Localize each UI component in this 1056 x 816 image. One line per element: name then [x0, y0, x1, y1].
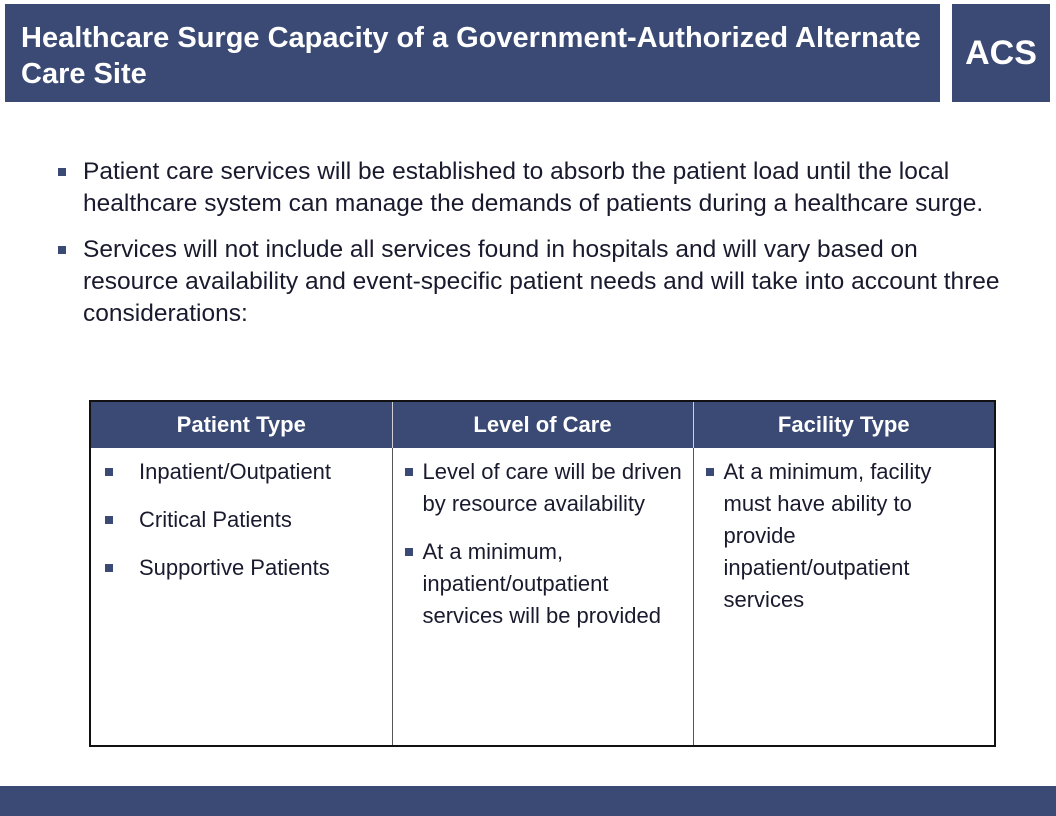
square-bullet-icon	[405, 548, 413, 556]
square-bullet-icon	[405, 468, 413, 476]
header-facility-type: Facility Type	[693, 402, 994, 448]
list-item-text: At a minimum, facility must have ability to provide inpatient/outpatient services	[723, 459, 932, 612]
bullet-text: Patient care services will be established to absorb the patient load until the local healthcare system can manage the demands of patients during a healthcare surge.	[83, 158, 984, 217]
list-item	[405, 456, 683, 520]
list-item-text: Critical Patients	[139, 507, 292, 532]
title-bar	[5, 4, 940, 102]
list-item	[405, 536, 683, 632]
bullet-text: Services will not include all services found in hospitals and will vary based on resource availability and event-specific patient needs and will take into account three considerations:	[83, 236, 1000, 327]
footer-bar	[0, 786, 1056, 816]
considerations-table	[89, 400, 996, 747]
cell-level-of-care	[392, 448, 693, 745]
square-bullet-icon	[105, 516, 113, 524]
bullet-item	[58, 156, 1008, 220]
acs-badge	[952, 4, 1050, 102]
list-item	[706, 456, 985, 616]
list-item	[103, 552, 382, 584]
cell-patient-type	[91, 448, 392, 745]
header-patient-type: Patient Type	[91, 402, 392, 448]
list-item-text: At a minimum, inpatient/outpatient services will be provided	[422, 539, 661, 628]
list-item-text: Level of care will be driven by resource availability	[422, 459, 682, 516]
square-bullet-icon	[105, 564, 113, 572]
cell-facility-type	[693, 448, 994, 745]
list-item-text: Supportive Patients	[139, 555, 330, 580]
list-item	[103, 504, 382, 536]
badge-label: ACS	[965, 33, 1037, 72]
square-bullet-icon	[706, 468, 714, 476]
bullet-item	[58, 234, 1008, 330]
square-bullet-icon	[105, 468, 113, 476]
square-bullet-icon	[58, 168, 66, 176]
list-item-text: Inpatient/Outpatient	[139, 459, 332, 484]
list-item	[103, 456, 382, 488]
header-level-of-care: Level of Care	[392, 402, 693, 448]
bullet-list	[58, 156, 1008, 344]
slide-title: Healthcare Surge Capacity of a Government-Authorized Alternate Care Site	[21, 22, 921, 90]
square-bullet-icon	[58, 246, 66, 254]
